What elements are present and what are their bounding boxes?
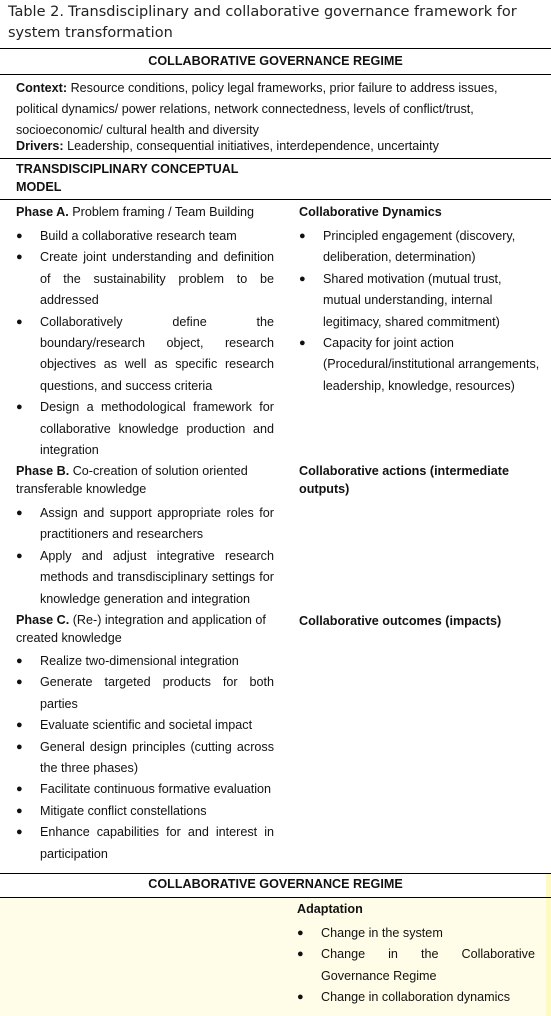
phase-c-title: (Re-) integration and application of created knowledge [16,613,266,645]
bullet-icon: ● [16,655,23,667]
bullet-icon: ● [16,401,23,414]
phase-a-item-text: Create joint understanding and definition of the sustainability problem to be addressed [40,250,274,308]
phase-c-item-text: Evaluate scientific and societal impact [40,718,253,733]
adaptation-item-text: Change in collaboration dynamics [321,990,511,1005]
dynamics-item-text: Shared motivation (mutual trust, mutual understanding, internal legitimacy, shared commitment) [323,271,502,329]
phase-c-item-text: General design principles (cutting across the three phases) [40,739,274,776]
phase-c-list [16,651,274,865]
phase-c-item-text: Mitigate conflict constellations [40,803,207,818]
adaptation-item-text: Change in the Collaborative Governance Regime [321,947,535,983]
phase-a-heading [16,202,278,223]
adaptation-heading: Adaptation [297,902,363,916]
phase-a-title: Problem framing / Team Building [72,205,254,219]
dynamics-item-text: Principled engagement (discovery, deliberation, determination) [323,229,516,265]
drivers-rule [0,158,551,159]
bullet-icon: ● [16,315,23,328]
phase-c-item-text: Facilitate continuous formative evaluation [40,782,272,797]
model-header: TRANSDISCIPLINARY CONCEPTUAL MODEL [16,162,239,194]
table-caption [8,2,528,44]
phase-b-item [16,503,274,546]
bullet-icon: ● [16,719,23,732]
drivers-label: Drivers: [16,139,64,153]
bullet-icon: ● [16,230,23,242]
phase-b-item-text: Assign and support appropriate roles for practitioners and researchers [40,506,274,542]
context-paragraph [16,78,526,141]
table-caption-text: Transdisciplinary and collaborative governance framework for system transformation [8,4,517,41]
adaptation-item [297,923,535,944]
drivers-paragraph [16,136,526,157]
phase-a-item-text: Design a methodological framework for collaborative knowledge production and integration [40,400,274,458]
dynamics-list [299,226,541,397]
adaptation-list [297,923,535,1009]
bullet-icon: ● [297,927,304,939]
top-section-header: COLLABORATIVE GOVERNANCE REGIME [148,54,403,68]
phase-c-item [16,672,274,715]
dynamics-item [299,226,541,269]
phase-c-item-text: Generate targeted products for both parties [40,675,274,711]
table-top-rule [0,48,551,49]
bullet-icon: ● [16,676,23,689]
phase-b-list [16,503,274,610]
bullet-icon: ● [297,948,304,961]
header-rule [0,74,551,75]
adaptation-item [297,987,535,1008]
bullet-icon: ● [297,991,304,1004]
phase-b-title: Co-creation of solution oriented transferable knowledge [16,464,248,496]
bullet-icon: ● [299,337,306,350]
bullet-icon: ● [299,230,306,242]
phase-a-item [16,226,274,247]
bullet-icon: ● [16,549,23,562]
phase-c-item-text: Realize two-dimensional integration [40,654,239,668]
bullet-icon: ● [16,740,23,753]
phase-c-item-text: Enhance capabilities for and interest in participation [40,825,274,861]
dynamics-item-text: Capacity for joint action (Procedural/institutional arrangements, leadership, knowledge, resources) [323,336,540,393]
bullet-icon: ● [16,783,23,796]
context-label: Context: [16,81,68,95]
bullet-icon: ● [16,826,23,839]
bullet-icon: ● [16,251,23,264]
adaptation-item-text: Change in the system [321,926,443,940]
actions-heading: Collaborative actions (intermediate outputs) [299,464,509,496]
outcomes-heading: Collaborative outcomes (impacts) [299,614,502,628]
phase-b-label: Phase B. [16,464,70,478]
drivers-text: Leadership, consequential initiatives, interdependence, uncertainty [67,139,439,153]
phase-a-item-text: Build a collaborative research team [40,229,237,243]
phase-c-item [16,715,274,736]
adaptation-item [297,944,535,987]
dynamics-item [299,269,541,333]
phase-a-item [16,397,274,461]
context-text: Resource conditions, policy legal frameworks, prior failure to address issues, political dynamics/ power relations, network connectedness, levels of conflict/trust, socioeconomic/ cultural health and diversity [16,81,498,137]
table-caption-label: Table 2. [8,4,64,20]
phase-c-item [16,737,274,780]
phase-c-heading [16,611,278,647]
phase-a-item [16,247,274,311]
phase-c-label: Phase C. [16,613,70,627]
bullet-icon: ● [16,804,23,817]
phase-c-item [16,801,274,822]
bottom-header-rule [0,897,551,898]
phase-a-item-text: Collaboratively define the boundary/research object, research objectives as well as specific research questions, and success criteria [40,314,274,393]
phase-c-item [16,779,274,800]
bullet-icon: ● [16,507,23,519]
phase-a-list [16,226,274,461]
model-rule [0,199,551,200]
bottom-section-header: COLLABORATIVE GOVERNANCE REGIME [148,877,403,891]
phase-c-item [16,651,274,672]
phase-b-item-text: Apply and adjust integrative research methods and transdisciplinary settings for knowledge generation and integration [40,548,274,606]
dynamics-heading: Collaborative Dynamics [299,205,442,219]
phase-b-item [16,546,274,610]
right-edge-highlight [546,874,551,1016]
bullet-icon: ● [299,272,306,285]
phase-c-item [16,822,274,865]
bottom-section-top-rule [0,873,551,874]
phase-a-label: Phase A. [16,205,69,219]
dynamics-item [299,333,541,397]
phase-a-item [16,312,274,398]
phase-b-heading [16,462,278,498]
